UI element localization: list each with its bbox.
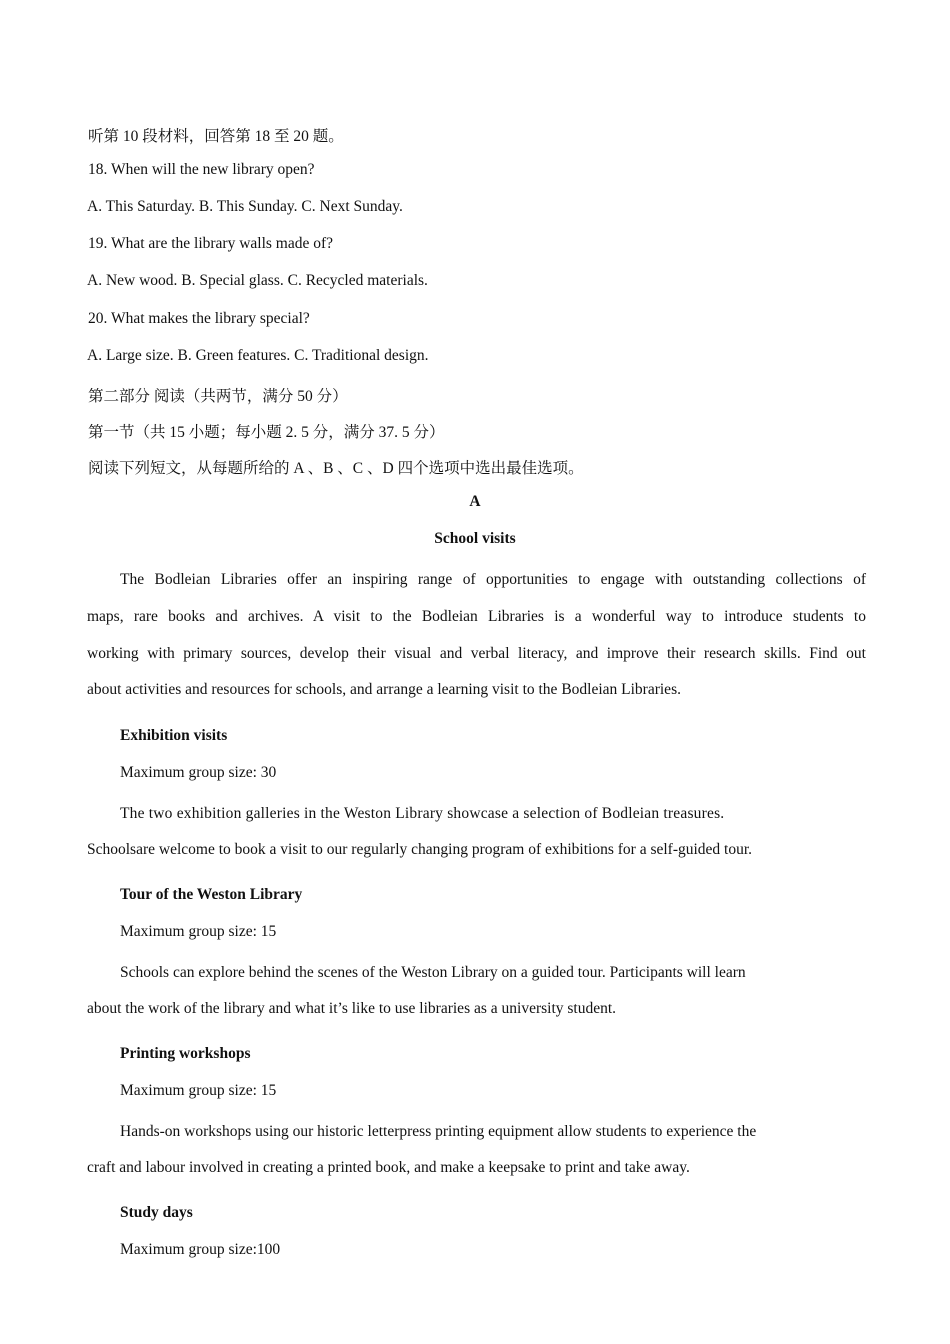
section-text-printing-1: Hands-on workshops using our historic letterpress printing equipment allow students to experience the xyxy=(120,1123,757,1140)
reading-part-title: 第二部分 阅读（共两节，满分 50 分） xyxy=(88,388,348,405)
section-text-tour-2: about the work of the library and what it’s like to use libraries as a university student. xyxy=(87,1000,617,1017)
section-text-printing-2: craft and labour involved in creating a printed book, and make a keepsake to print and take away. xyxy=(87,1159,690,1176)
section-size-tour: Maximum group size: 15 xyxy=(120,923,277,940)
question-18: 18. When will the new library open? xyxy=(88,161,315,178)
intro-line-4: about activities and resources for schools, and arrange a learning visit to the Bodleian Libraries. xyxy=(87,681,681,698)
section-text-exhibition-1: The two exhibition galleries in the Weston Library showcase a selection of Bodleian treasures. xyxy=(120,805,725,822)
section-heading-exhibition: Exhibition visits xyxy=(120,727,228,744)
intro-line-1: The Bodleian Libraries offer an inspiring range of opportunities to engage with outstanding collections of xyxy=(120,571,866,588)
intro-line-2: maps, rare books and archives. A visit to the Bodleian Libraries is a wonderful way to introduce students to xyxy=(87,608,866,625)
question-20: 20. What makes the library special? xyxy=(88,310,310,327)
section-heading-tour: Tour of the Weston Library xyxy=(120,886,303,903)
question-20-options: A. Large size. B. Green features. C. Traditional design. xyxy=(87,347,429,364)
section-text-exhibition-2: Schoolsare welcome to book a visit to our regularly changing program of exhibitions for a self-guided tour. xyxy=(87,841,753,858)
reading-instruction: 阅读下列短文，从每题所给的 A 、B 、C 、D 四个选项中选出最佳选项。 xyxy=(88,460,584,477)
section-heading-study-days: Study days xyxy=(120,1204,193,1221)
section-heading-printing: Printing workshops xyxy=(120,1045,251,1062)
section-size-exhibition: Maximum group size: 30 xyxy=(120,764,277,781)
section-size-study-days: Maximum group size:100 xyxy=(120,1241,281,1258)
question-18-options: A. This Saturday. B. This Sunday. C. Next Sunday. xyxy=(87,198,403,215)
reading-section-title: 第一节（共 15 小题；每小题 2. 5 分，满分 37. 5 分） xyxy=(88,424,445,441)
passage-label: A xyxy=(469,493,481,510)
question-19-options: A. New wood. B. Special glass. C. Recycled materials. xyxy=(87,272,428,289)
listening-instruction: 听第 10 段材料，回答第 18 至 20 题。 xyxy=(88,128,344,145)
question-19: 19. What are the library walls made of? xyxy=(88,235,334,252)
section-size-printing: Maximum group size: 15 xyxy=(120,1082,277,1099)
intro-line-3: working with primary sources, develop their visual and verbal literacy, and improve their research skills. Find out xyxy=(87,645,866,662)
section-text-tour-1: Schools can explore behind the scenes of the Weston Library on a guided tour. Participants will learn xyxy=(120,964,746,981)
passage-title: School visits xyxy=(434,530,516,547)
